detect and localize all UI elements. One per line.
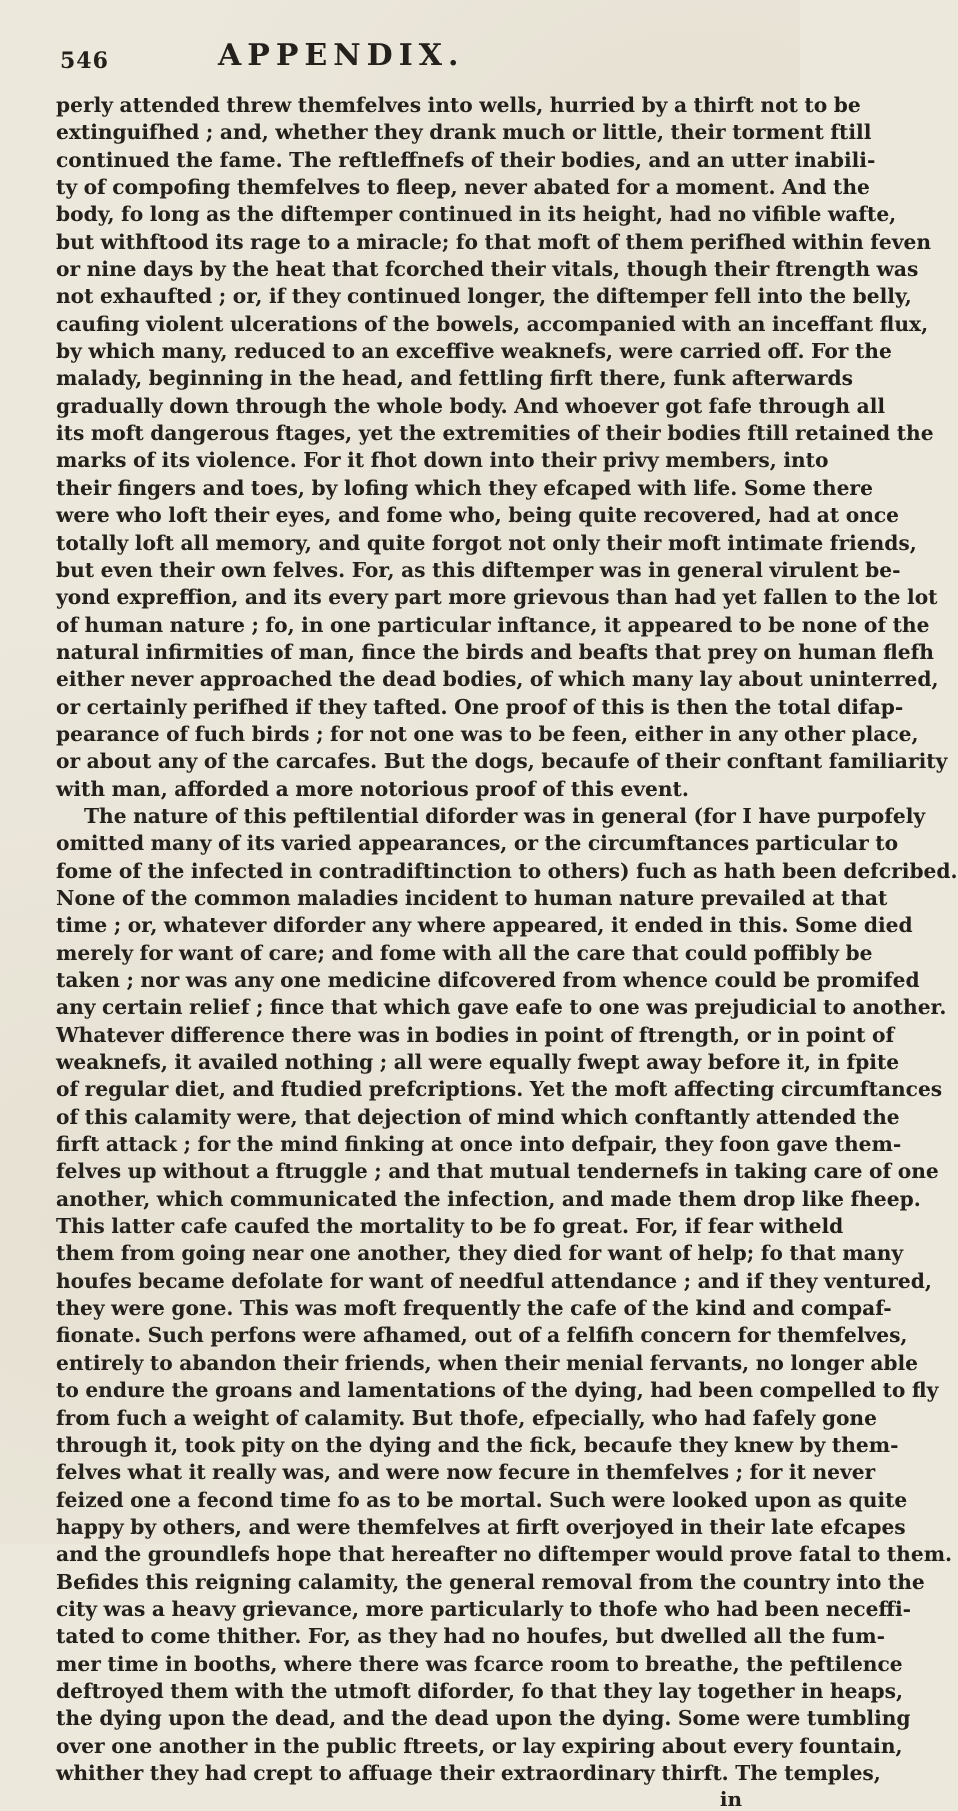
- text-line: houfes became defolate for want of needful attendance ; and if they ventured,: [56, 1268, 932, 1293]
- text-line: perly attended threw themfelves into wells, hurried by a thirft not to be: [56, 93, 861, 117]
- section-title: APPENDIX.: [218, 38, 465, 73]
- text-line: fionate. Such perfons were afhamed, out of a felfifh concern for themfelves,: [56, 1323, 908, 1348]
- text-line: continued the fame. The reftleffnefs of their bodies, and an utter inabili-: [56, 147, 876, 172]
- text-line: Whatever difference there was in bodies in point of ftrength, or in point of: [56, 1022, 895, 1047]
- text-line: None of the common maladies incident to human nature prevailed at that: [56, 885, 888, 910]
- text-line: but even their own felves. For, as this diftemper was in general virulent be-: [56, 557, 901, 582]
- text-line: The nature of this peftilential diforder was in general (for I have purpofely: [84, 803, 926, 828]
- text-line: body, fo long as the diftemper continued in its height, had no vifible wafte,: [56, 202, 897, 227]
- text-line: the dying upon the dead, and the dead upon the dying. Some were tumbling: [56, 1706, 911, 1731]
- text-line: time ; or, whatever diforder any where appeared, it ended in this. Some died: [56, 913, 913, 938]
- text-line: and the groundlefs hope that hereafter no diftemper would prove fatal to them.: [56, 1542, 953, 1567]
- text-line: happy by others, and were themfelves at firft overjoyed in their late efcapes: [56, 1514, 906, 1539]
- text-line: extinguifhed ; and, whether they drank much or little, their torment ftill: [56, 120, 872, 145]
- text-line: marks of its violence. For it fhot down into their privy members, into: [56, 448, 829, 473]
- text-line: weaknefs, it availed nothing ; all were equally fwept away before it, in fpite: [56, 1050, 900, 1075]
- text-line: merely for want of care; and fome with all the care that could poffibly be: [56, 940, 873, 965]
- text-line: of this calamity were, that dejection of mind which conftantly attended the: [56, 1104, 900, 1129]
- text-line: totally loft all memory, and quite forgot not only their moft intimate friends,: [56, 530, 917, 555]
- text-line: yond expreffion, and its every part more grievous than had yet fallen to the lot: [56, 585, 938, 610]
- text-line: firft attack ; for the mind finking at once into defpair, they foon gave them-: [56, 1132, 902, 1157]
- text-line: felves what it really was, and were now fecure in themfelves ; for it never: [56, 1460, 876, 1485]
- text-body: [56, 92, 958, 1787]
- text-line: from fuch a weight of calamity. But thofe, efpecially, who had fafely gone: [56, 1405, 877, 1430]
- text-line: pearance of fuch birds ; for not one was to be feen, either in any other place,: [56, 721, 919, 746]
- text-line: not exhaufted ; or, if they continued longer, the diftemper fell into the belly,: [56, 284, 912, 309]
- text-line: through it, took pity on the dying and the fick, becaufe they knew by them-: [56, 1432, 899, 1457]
- text-line: whither they had crept to affuage their extraordinary thirft. The temples,: [56, 1760, 881, 1785]
- text-line: tated to come thither. For, as they had no houfes, but dwelled all the fum-: [56, 1624, 885, 1649]
- text-line: caufing violent ulcerations of the bowels, accompanied with an inceffant flux,: [56, 311, 929, 336]
- text-line: them from going near one another, they died for want of help; fo that many: [56, 1241, 904, 1266]
- text-line: taken ; nor was any one medicine difcovered from whence could be promifed: [56, 968, 920, 992]
- text-line: omitted many of its varied appearances, or the circumftances particular to: [56, 831, 899, 856]
- text-line: of regular diet, and ftudied prefcriptions. Yet the moft affecting circumftances: [56, 1077, 943, 1102]
- text-line: by which many, reduced to an exceffive weaknefs, were carried off. For the: [56, 339, 892, 364]
- text-line: natural infirmities of man, fince the birds and beafts that prey on human flefh: [56, 639, 934, 664]
- page-number: 546: [60, 48, 109, 74]
- running-head: [56, 38, 772, 78]
- text-line: they were gone. This was moft frequently the cafe of the kind and compaf-: [56, 1296, 892, 1321]
- text-line: with man, afforded a more notorious proof of this event.: [56, 776, 689, 801]
- text-line: malady, beginning in the head, and fettling firft there, funk afterwards: [56, 366, 853, 391]
- text-line: Befides this reigning calamity, the general removal from the country into the: [56, 1569, 925, 1594]
- text-line: of human nature ; fo, in one particular inftance, it appeared to be none of the: [56, 612, 930, 637]
- text-line: or certainly perifhed if they tafted. One proof of this is then the total difap-: [56, 694, 904, 719]
- text-line: were who loft their eyes, and fome who, being quite recovered, had at once: [56, 503, 900, 528]
- text-line: fome of the infected in contradiftinction to others) fuch as hath been defcribed.: [56, 858, 958, 883]
- text-line: gradually down through the whole body. And whoever got fafe through all: [56, 393, 886, 418]
- text-line: to endure the groans and lamentations of the dying, had been compelled to fly: [56, 1378, 939, 1403]
- text-line: its moft dangerous ftages, yet the extremities of their bodies ftill retained the: [56, 421, 934, 446]
- text-line: but withftood its rage to a miracle; fo that moft of them perifhed within feven: [56, 229, 932, 254]
- text-line: mer time in booths, where there was fcarce room to breathe, the peftilence: [56, 1651, 903, 1676]
- text-line: city was a heavy grievance, more particularly to thofe who had been neceffi-: [56, 1596, 912, 1621]
- text-line: any certain relief ; fince that which gave eafe to one was prejudicial to another.: [56, 995, 947, 1020]
- text-line: felves up without a ftruggle ; and that mutual tendernefs in taking care of one: [56, 1159, 939, 1184]
- text-line: another, which communicated the infection, and made them drop like fheep.: [56, 1186, 921, 1211]
- text-line: entirely to abandon their friends, when their menial fervants, no longer able: [56, 1350, 919, 1375]
- catchword: in: [719, 1787, 742, 1811]
- text-line: or nine days by the heat that fcorched their vitals, though their ftrength was: [56, 257, 919, 282]
- text-line: or about any of the carcafes. But the dogs, becaufe of their conftant familiarity: [56, 749, 948, 774]
- text-line: their fingers and toes, by lofing which they efcaped with life. Some there: [56, 475, 873, 500]
- text-line: over one another in the public ftreets, or lay expiring about every fountain,: [56, 1733, 903, 1758]
- text-line: ty of compofing themfelves to fleep, never abated for a moment. And the: [56, 175, 870, 200]
- text-line: This latter cafe caufed the mortality to be fo great. For, if fear witheld: [56, 1214, 844, 1239]
- text-line: deftroyed them with the utmoft diforder, fo that they lay together in heaps,: [56, 1678, 904, 1703]
- text-line: feized one a fecond time fo as to be mortal. Such were looked upon as quite: [56, 1487, 908, 1512]
- text-line: either never approached the dead bodies, of which many lay about uninterred,: [56, 667, 939, 692]
